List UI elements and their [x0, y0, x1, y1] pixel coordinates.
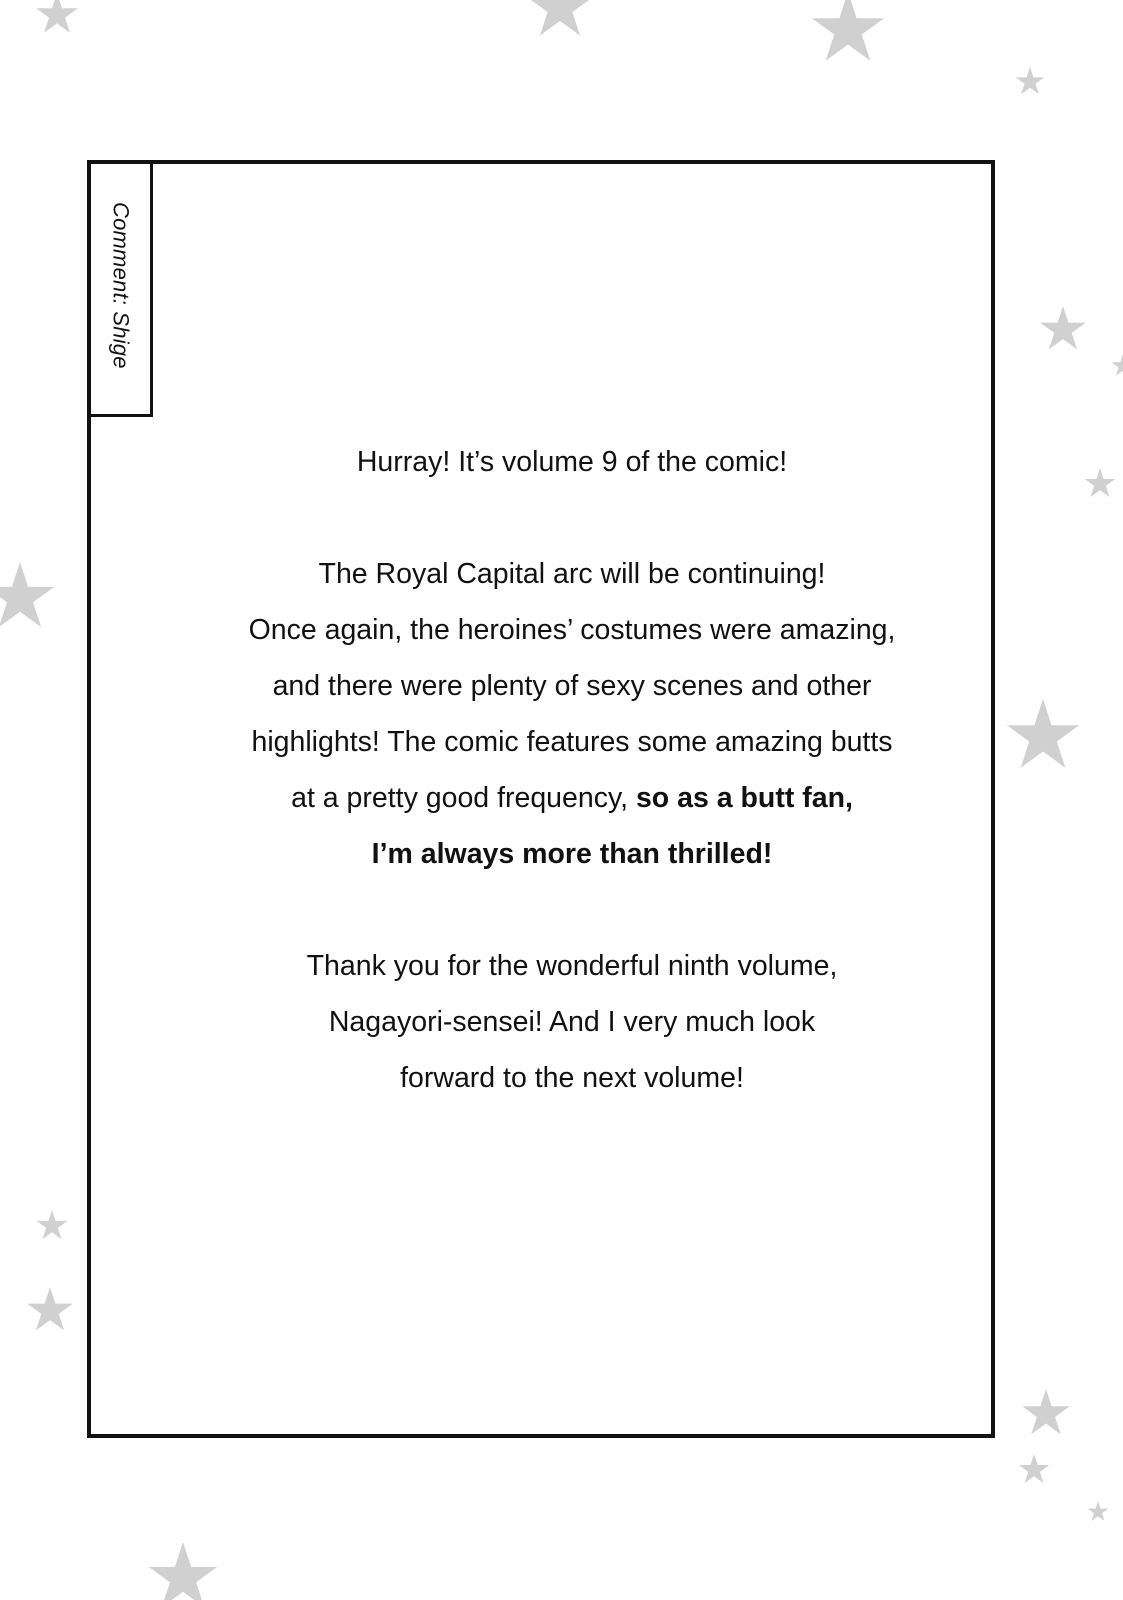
star-icon [812, 0, 884, 61]
star-icon [1019, 1454, 1049, 1483]
paragraph [153, 434, 991, 490]
comment-body [153, 434, 991, 1162]
comment-label: Comment: Shige [108, 201, 134, 369]
star-icon [0, 562, 54, 627]
star-icon [1112, 354, 1123, 376]
star-icon [37, 1210, 67, 1239]
text-line: I’m always more than thrilled! [371, 838, 773, 870]
text-line: and there were plenty of sexy scenes and other [272, 670, 872, 702]
text-line: Hurray! It’s volume 9 of the comic! [356, 446, 788, 478]
star-icon [36, 0, 78, 33]
text-line: The Royal Capital arc will be continuing! [318, 558, 826, 590]
text-line: forward to the next volume! [400, 1062, 744, 1094]
comment-frame [87, 160, 995, 1438]
star-icon [149, 1542, 217, 1600]
paragraph [153, 938, 991, 1106]
star-icon [1016, 67, 1045, 94]
text-line: at a pretty good frequency, so as a butt fan, [291, 782, 853, 814]
text-line: Once again, the heroines’ costumes were amazing, [248, 614, 896, 646]
text-line: Nagayori-sensei! And I very much look [328, 1006, 816, 1038]
text-line: Thank you for the wonderful ninth volume, [306, 950, 838, 982]
star-icon [1022, 1389, 1070, 1434]
text-line: highlights! The comic features some amazing butts [251, 726, 893, 758]
star-icon [1085, 468, 1115, 497]
star-icon [27, 1287, 73, 1330]
star-icon [1088, 1501, 1109, 1521]
comment-tab [91, 164, 153, 417]
star-icon [1007, 699, 1079, 768]
star-icon [528, 0, 593, 36]
paragraph [153, 546, 991, 882]
star-icon [1040, 306, 1086, 349]
